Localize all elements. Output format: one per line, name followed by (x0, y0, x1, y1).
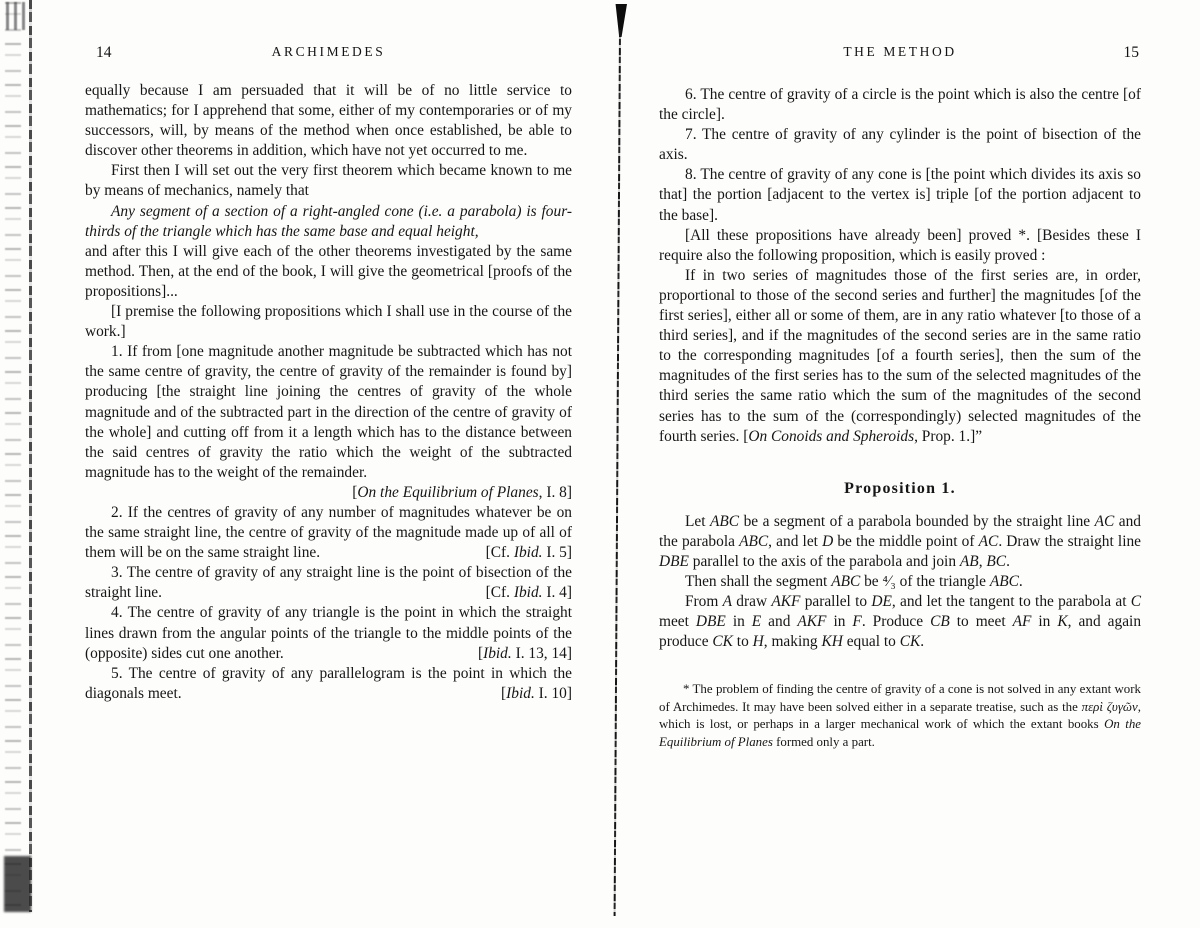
proposition-item-8 (659, 165, 1141, 225)
paragraph-text: 7. The centre of gravity of any cylinder is the point of bisection of the axis. (659, 126, 1141, 164)
right-page (659, 44, 1141, 751)
proposition-1-paragraph-1 (659, 512, 1141, 572)
citation: [Cf. Ibid. I. 5] (485, 544, 572, 562)
scan-edge-speckle-band (5, 2, 21, 910)
paragraph-text: [I premise the following propositions which I shall use in the course of the work.] (85, 303, 572, 341)
proposition-item-1 (85, 342, 572, 503)
left-page (85, 44, 572, 704)
paragraph-text: Any segment of a section of a right-angled cone (i.e. a parabola) is four-thirds of the triangle which has the same base and equal height, (85, 202, 572, 240)
left-page-body (85, 81, 572, 704)
proposition-item-3 (85, 563, 572, 603)
paragraph-after-theorem (85, 242, 572, 302)
citation: [On the Equilibrium of Planes, I. 8] (352, 483, 572, 501)
paragraph-text: If in two series of magnitudes those of the first series are, in order, proportional to those of the second series and further] the magnitudes [of the first series], either all or some of them, are in any ratio whatever [to those of a third series], and if the magnitudes of the second series are in the same ratio to the corresponding magnitudes [of a fourth series], then the sum of the magnitudes of the first series has to the sum of the selected magnitudes of the third series the same ratio which the sum of the magnitudes of the second series has to the sum of the (correspondingly) selected magnitudes of the fourth series. [On Conoids and Spheroids, Prop. 1.]” (659, 266, 1141, 445)
proposition-item-7 (659, 125, 1141, 165)
paragraph-text: 1. If from [one magnitude another magnitude be subtracted which has not the same centre of gravity, the centre of gravity of the remainder is found by] producing [the straight line joining the centres of gravity of the whole magnitude and of the subtracted part in the direction of the centre of gravity of the whole] and cutting off from it a length which has to the distance between the said centres of gravity the ratio which the weight of the subtracted magnitude has to the weight of the remainder. (85, 343, 572, 481)
paragraph-two-series-lemma (659, 266, 1141, 447)
proposition-1-paragraph-3 (659, 592, 1141, 652)
proposition-item-6 (659, 85, 1141, 125)
footnote-centre-of-gravity-cone (659, 681, 1141, 751)
paragraph-text: Then shall the segment ABC be ⁴⁄₃ of the triangle ABC. (685, 572, 1023, 590)
paragraph-text: equally because I am persuaded that it will be of no little service to mathematics; for I apprehend that some, either of my contemporaries or of my successors, will, by means of the method when once established, be able to discover other theorems in addition, which have not yet occurred to me. (85, 82, 572, 160)
paragraph-text: 3. The centre of gravity of any straight line is the point of bisection of the straight line. (85, 564, 572, 602)
paragraph-text: and after this I will give each of the other theorems investigated by the same method. Then, at the end of the book, I will give the geometrical [proofs of the propositions]... (85, 242, 572, 300)
paragraph-continuation (85, 81, 572, 161)
proposition-1-paragraph-2 (659, 572, 1141, 592)
paragraph-text: 5. The centre of gravity of any parallelogram is the point in which the diagonals meet. (85, 664, 572, 702)
proposition-item-2 (85, 503, 572, 563)
right-page-number: 15 (1123, 44, 1139, 61)
left-running-head: ARCHIMEDES (271, 44, 386, 59)
paragraph-text: Let ABC be a segment of a parabola bounded by the straight line AC and the parabola ABC, and let D be the middle point of AC. Draw the straight line DBE parallel to the axis of the parabola and join AB, BC. (659, 512, 1142, 570)
left-page-number: 14 (96, 44, 112, 61)
paragraph-text: From A draw AKF parallel to DE, and let the tangent to the parabola at C meet DBE in E and AKF in F. Produce CB to meet AF in K, and again produce CK to H, making KH equal to CK. (659, 593, 1142, 651)
paragraph-proved (659, 226, 1141, 266)
footnote-text: * The problem of finding the centre of gravity of a cone is not solved in any extant work of Archimedes. It may have been solved either in a separate treatise, such as the περὶ ζυγῶν, which is lost, or perhaps in a larger mechanical work of which the extant books On the Equilibrium of Planes formed only a part. (659, 682, 1141, 749)
paragraph-text: 2. If the centres of gravity of any number of magnitudes whatever be on the same straight line, the centre of gravity of the magnitude made up of all of them will be on the same straight line. (85, 503, 572, 562)
citation: [Ibid. I. 10] (501, 684, 572, 702)
right-page-header (659, 44, 1141, 62)
paragraph-text: [All these propositions have already been] proved *. [Besides these I require also the following proposition, which is easily proved : (659, 226, 1141, 264)
proposition-item-5 (85, 664, 572, 704)
right-running-head: THE METHOD (843, 44, 957, 59)
paragraph-text: 6. The centre of gravity of a circle is the point which is also the centre [of the circle]. (659, 86, 1141, 124)
paragraph-premise (85, 302, 572, 342)
scan-edge-top-marks (6, 2, 28, 30)
paragraph-first-theorem-intro (85, 161, 572, 201)
proposition-1-heading: Proposition 1. (844, 479, 956, 497)
right-page-body (659, 85, 1141, 751)
citation: [Cf. Ibid. I. 4] (485, 584, 572, 602)
left-page-header (85, 44, 572, 62)
proposition-item-4 (85, 603, 572, 663)
paragraph-theorem-statement (85, 202, 572, 242)
citation: [Ibid. I. 13, 14] (477, 644, 572, 662)
binding-crease-line (614, 30, 621, 916)
scan-edge-line (29, 0, 32, 912)
paragraph-text: 8. The centre of gravity of any cone is [the point which divides its axis so that] the portion [adjacent to the vertex is] triple [of the portion adjacent to the base]. (659, 166, 1141, 224)
paragraph-text: 4. The centre of gravity of any triangle is the point in which the straight lines drawn from the angular points of the triangle to the middle points of the (opposite) sides cut one another. (85, 604, 572, 662)
scan-edge-bottom-blob (4, 856, 31, 912)
paragraph-text: First then I will set out the very first theorem which became known to me by means of mechanics, namely that (85, 162, 572, 200)
